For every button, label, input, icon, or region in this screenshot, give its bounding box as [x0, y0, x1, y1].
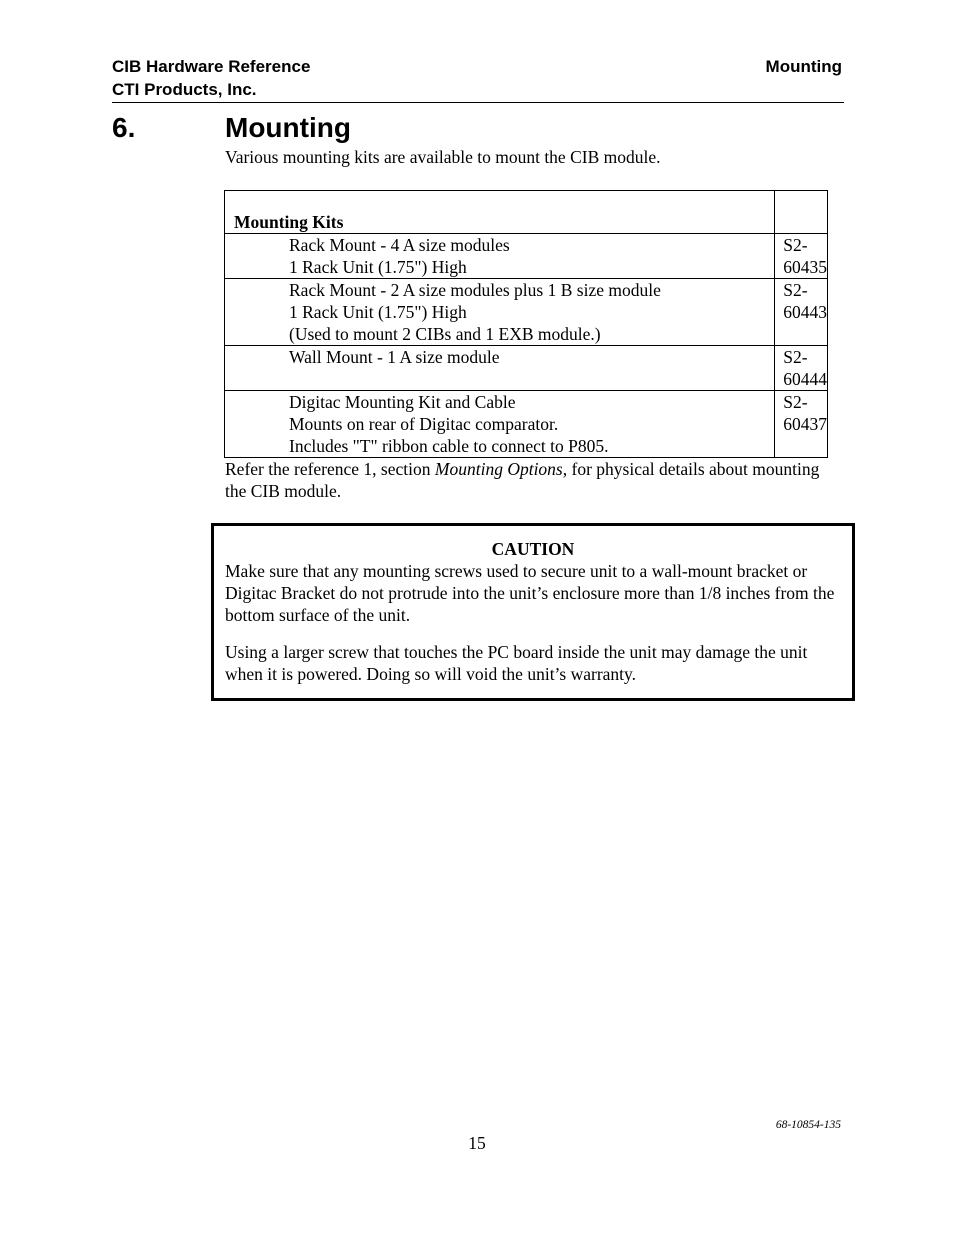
kit-description-line: Wall Mount - 1 A size module — [289, 347, 500, 367]
header-document-title: CIB Hardware Reference — [112, 57, 311, 76]
header-company: CTI Products, Inc. — [112, 80, 257, 99]
table-header-label: Mounting Kits — [225, 191, 775, 234]
kit-description — [225, 234, 775, 279]
table-row — [225, 346, 828, 391]
kit-description-line: Includes "T" ribbon cable to connect to P805. — [289, 436, 609, 456]
header-section-name: Mounting — [765, 57, 842, 76]
kit-part-number: S2-60443 — [775, 279, 828, 346]
kit-description-line: Digitac Mounting Kit and Cable — [289, 392, 516, 412]
caution-paragraph: Using a larger screw that touches the PC board inside the unit may damage the unit when it is powered. Doing so will void the unit’s warranty. — [225, 642, 808, 684]
kit-description-line: (Used to mount 2 CIBs and 1 EXB module.) — [289, 324, 601, 344]
document-number: 68-10854-135 — [775, 1119, 841, 1131]
section-number: 6. — [112, 112, 136, 143]
kit-description — [225, 391, 775, 458]
reference-section-name: Mounting Options, — [434, 459, 568, 479]
table-header-part — [775, 191, 828, 234]
kit-description-line: 1 Rack Unit (1.75") High — [289, 302, 467, 322]
header-rule — [112, 102, 844, 103]
kit-part-number: S2-60444 — [775, 346, 828, 391]
page-number: 15 — [468, 1133, 486, 1153]
table-header-row — [225, 191, 828, 234]
caution-paragraph: Make sure that any mounting screws used to secure unit to a wall-mount bracket or Digitac Bracket do not protrude into the unit’s enclosure more than 1/8 inches from the bottom surface of the unit. — [225, 561, 835, 625]
table-row — [225, 279, 828, 346]
kit-description-line: 1 Rack Unit (1.75") High — [289, 257, 467, 277]
caution-title: CAUTION — [491, 539, 575, 559]
table-row — [225, 234, 828, 279]
section-title: Mounting — [225, 112, 351, 143]
kit-part-number: S2-60435 — [775, 234, 828, 279]
reference-paragraph — [225, 458, 825, 502]
reference-text: Refer the reference 1, section — [225, 459, 435, 479]
kit-description-line: Rack Mount - 4 A size modules — [289, 235, 510, 255]
kit-description-line: Rack Mount - 2 A size modules plus 1 B size module — [289, 280, 661, 300]
intro-paragraph: Various mounting kits are available to mount the CIB module. — [225, 147, 661, 167]
table-row — [225, 391, 828, 458]
kit-description — [225, 279, 775, 346]
kit-description-line: Mounts on rear of Digitac comparator. — [289, 414, 559, 434]
reference-text-end: for physical details about mounting the CIB module. — [225, 459, 820, 501]
caution-box — [211, 523, 855, 701]
kit-description — [225, 346, 775, 391]
mounting-kits-table — [224, 190, 828, 458]
kit-part-number: S2-60437 — [775, 391, 828, 458]
